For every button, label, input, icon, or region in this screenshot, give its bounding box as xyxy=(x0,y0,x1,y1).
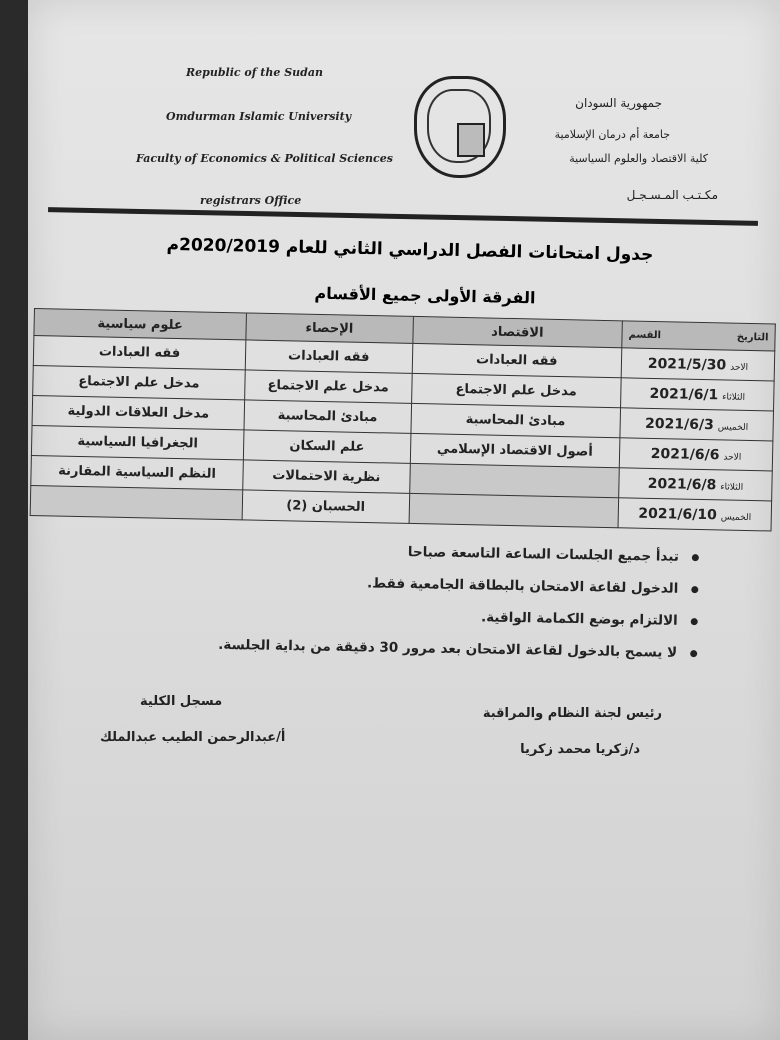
schedule-title: جدول امتحانات الفصل الدراسي الثاني للعام 2020/2019م xyxy=(166,234,654,266)
day-label: الاحد xyxy=(723,451,742,463)
committee-chair-title: رئيس لجنة النظام والمراقبة xyxy=(482,706,662,721)
exam-cell xyxy=(409,493,619,527)
corner-header-cell xyxy=(622,321,776,351)
exam-notes xyxy=(99,535,701,673)
date-cell xyxy=(620,408,774,441)
exam-cell: النظم السياسية المقارنة xyxy=(31,455,244,489)
exam-cell: الجغرافيا السياسية xyxy=(31,425,244,459)
date-cell xyxy=(621,348,775,381)
header-en-office: registrars Office xyxy=(200,194,302,207)
exam-cell: فقه العبادات xyxy=(33,336,246,370)
header-en-university: Omdurman Islamic University xyxy=(166,110,352,123)
corner-date-label: التاريخ xyxy=(736,331,769,343)
exam-cell: نظرية الاحتمالات xyxy=(243,460,410,493)
exam-cell: مدخل علم الاجتماع xyxy=(33,365,246,399)
note-item: الالتزام بوضع الكمامة الواقية. xyxy=(99,599,677,641)
column-header-statistics: الإحصاء xyxy=(246,313,413,343)
date-value: 2021/6/10 xyxy=(638,505,717,523)
exam-cell: الحسبان (2) xyxy=(242,490,409,523)
exam-schedule-table xyxy=(30,308,776,531)
committee-chair-name: د/زكريا محمد زكريا xyxy=(520,742,640,757)
exam-cell: مبادئ المحاسبة xyxy=(411,403,621,437)
day-label: الثلاثاء xyxy=(722,391,746,403)
exam-cell: مدخل العلاقات الدولية xyxy=(32,395,245,429)
schedule-subtitle: الفرقة الأولى جميع الأقسام xyxy=(314,283,536,308)
exam-cell: أصول الاقتصاد الإسلامي xyxy=(410,433,620,467)
column-header-economics: الاقتصاد xyxy=(412,316,622,347)
date-value: 2021/6/3 xyxy=(644,415,714,433)
date-value: 2021/5/30 xyxy=(647,355,727,374)
column-header-political-science: علوم سياسية xyxy=(34,309,246,340)
exam-cell: فقه العبادات xyxy=(245,340,412,373)
date-cell xyxy=(619,438,773,471)
registrar-title: مسجل الكلية xyxy=(140,694,223,709)
date-value: 2021/6/8 xyxy=(647,475,717,493)
exam-cell: مدخل علم الاجتماع xyxy=(245,370,412,403)
exam-cell: مدخل علم الاجتماع xyxy=(411,373,621,407)
header-ar-office: مكـتـب المـسـجـل xyxy=(626,188,718,202)
day-label: الاحد xyxy=(730,362,749,373)
day-label: الخميس xyxy=(717,421,749,433)
date-value: 2021/6/1 xyxy=(649,385,719,403)
note-item: تبدأ جميع الجلسات الساعة التاسعة صباحا xyxy=(101,535,679,577)
registrar-name: أ/عبدالرحمن الطيب عبدالملك xyxy=(100,730,286,745)
exam-cell xyxy=(409,463,619,497)
date-value: 2021/6/6 xyxy=(650,445,720,463)
header-en-faculty: Faculty of Economics & Political Sciences xyxy=(136,152,393,165)
note-item: لا يسمح بالدخول لقاعة الامتحان بعد مرور 30 دقيقة من بداية الجلسة. xyxy=(99,631,677,673)
day-label: الثلاثاء xyxy=(720,481,744,493)
header-en-country: Republic of the Sudan xyxy=(186,66,323,79)
day-label: الخميس xyxy=(720,511,752,523)
note-item: الدخول لقاعة الامتحان بالبطاقة الجامعية فقط. xyxy=(100,567,678,609)
date-cell xyxy=(621,378,775,411)
corner-dept-label: القسم xyxy=(628,328,662,341)
exam-cell: فقه العبادات xyxy=(412,343,622,377)
date-cell xyxy=(619,468,773,501)
exam-cell: مبادئ المحاسبة xyxy=(244,400,411,433)
date-cell xyxy=(618,498,772,531)
exam-cell xyxy=(30,485,243,519)
header-ar-university: جامعة أم درمان الإسلامية xyxy=(554,128,670,141)
header-ar-faculty: كلية الاقتصاد والعلوم السياسية xyxy=(569,152,708,165)
exam-cell: علم السكان xyxy=(243,430,410,463)
university-crest-icon xyxy=(414,76,506,178)
header-ar-country: جمهورية السودان xyxy=(575,96,662,110)
